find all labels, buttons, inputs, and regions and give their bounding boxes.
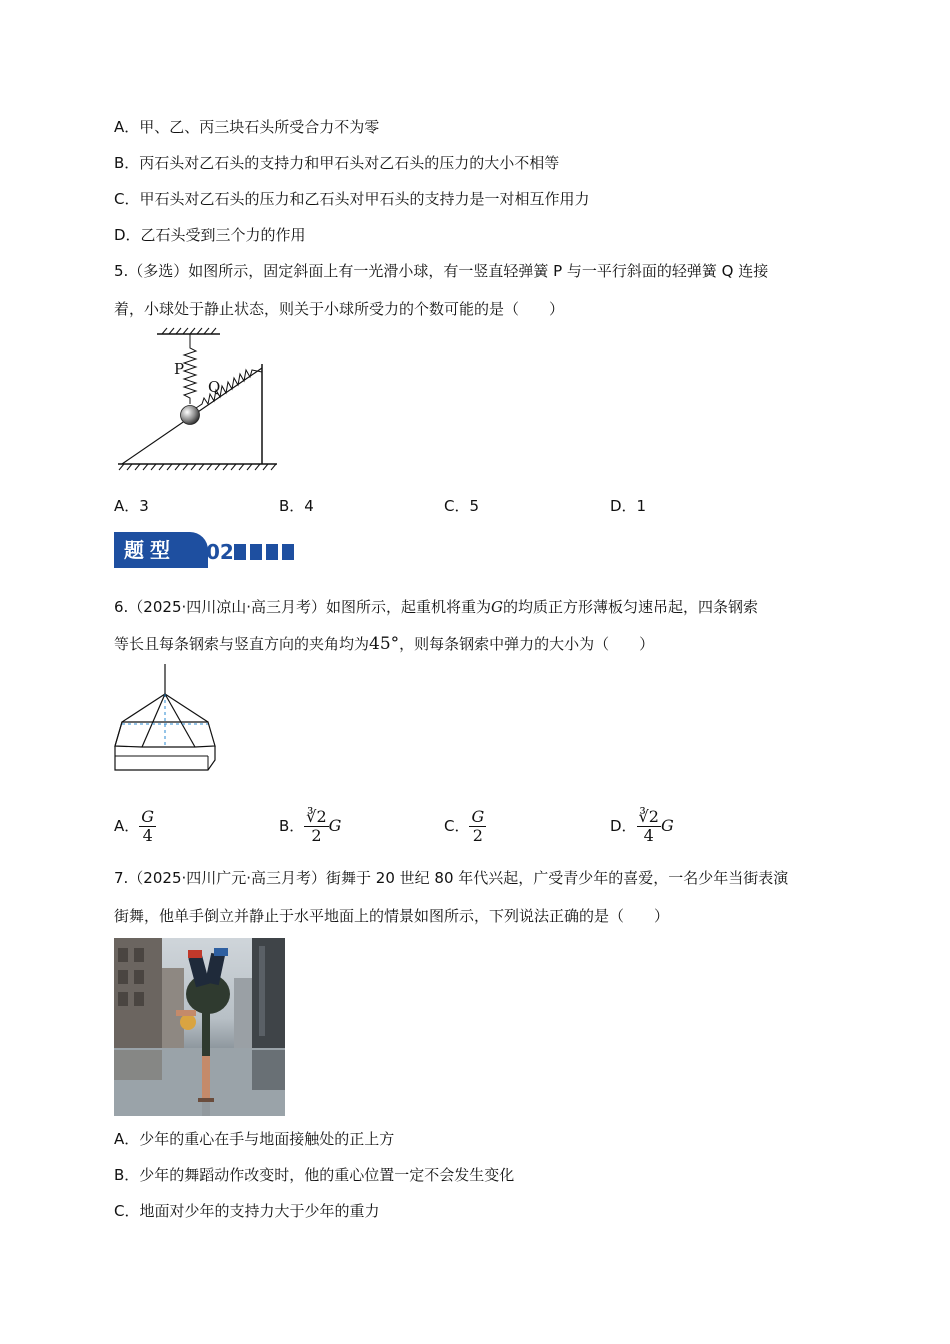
q6-stem-line1: 6.（2025·四川凉山·高三月考）如图所示，起重机将重为G的均质正方形薄板匀速吊起，四条钢索 [114,598,759,616]
q5-option-b: B．4 [279,497,314,515]
q6-option-b: B． $\frac{∛2}{2}$ G [279,807,342,845]
q5-option-a: A．3 [114,497,149,515]
section-banner-number: 02 [206,540,234,564]
q6-stem-line2: 等长且每条钢索与竖直方向的夹角均为45°，则每条钢索中弹力的大小为（ ） [114,634,655,654]
q6-option-a: A． $\frac{G}{4}$ [114,807,155,845]
angle-value: 45° [369,634,400,654]
q5-stem-line1: 5.（多选）如图所示，固定斜面上有一光滑小球，有一竖直轻弹簧 P 与一平行斜面的轻弹簧 Q 连接 [114,262,769,280]
q6-option-d: D． $\frac{∛2}{4}$ G [610,807,674,845]
q6-option-c: C． $\frac{G}{2}$ [444,807,485,845]
q5-spring-ball-diagram [112,326,282,476]
q7-stem-line2: 街舞，他单手倒立并静止于水平地面上的情景如图所示，下列说法正确的是（ ） [114,907,670,925]
weight-variable: G [491,598,504,616]
q7-option-b: B．少年的舞蹈动作改变时，他的重心位置一定不会发生变化 [114,1166,515,1184]
section-banner-title-glyphs [234,544,294,562]
q5-option-c: C．5 [444,497,480,515]
q4-option-a: A．甲、乙、丙三块石头所受合力不为零 [114,118,380,136]
q7-option-a: A．少年的重心在手与地面接触处的正上方 [114,1130,395,1148]
q7-option-c: C．地面对少年的支持力大于少年的重力 [114,1202,380,1220]
q4-option-d: D．乙石头受到三个力的作用 [114,226,306,244]
q5-stem-line2: 着，小球处于静止状态，则关于小球所受力的个数可能的是（ ） [114,300,565,318]
street-dancer-photo [114,938,285,1116]
q5-option-d: D．1 [610,497,647,515]
q4-option-b: B．丙石头对乙石头的支持力和甲石头对乙石头的压力的大小不相等 [114,154,560,172]
q4-option-c: C．甲石头对乙石头的压力和乙石头对甲石头的支持力是一对相互作用力 [114,190,590,208]
spring-p-label: P [174,360,185,378]
q7-stem-line1: 7.（2025·四川广元·高三月考）街舞于 20 世纪 80 年代兴起，广受青少年的喜爱，一名少年当街表演 [114,869,789,887]
section-banner-label: 题型 [124,538,176,562]
q6-suspended-plate-diagram [110,664,220,776]
spring-q-label: Q [208,378,221,396]
